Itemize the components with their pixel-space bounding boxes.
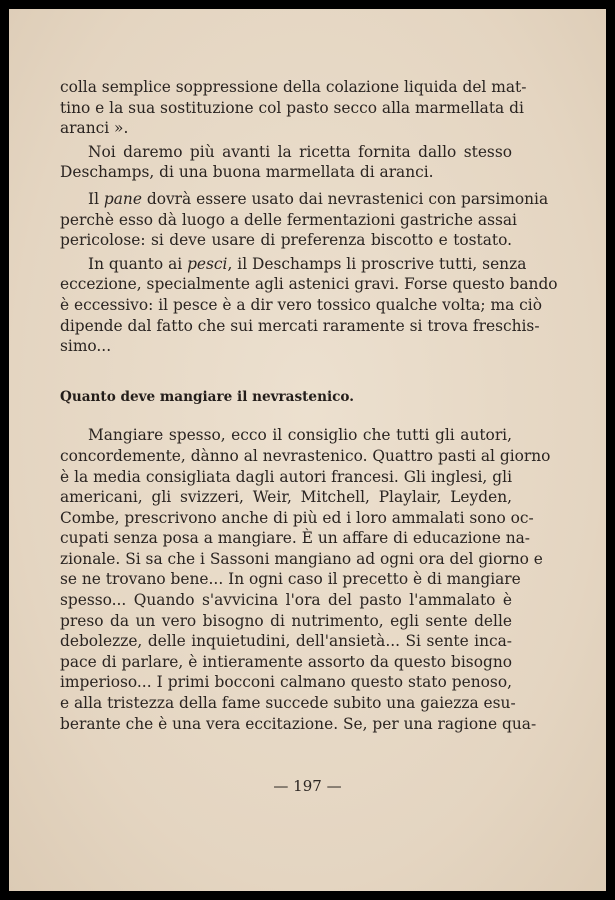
- text-line: perchè esso dà luogo a delle fermentazioni gastriche assai: [60, 210, 517, 229]
- text-line: preso da un vero bisogno di nutrimento, egli sente delle: [60, 611, 512, 630]
- text-line: In quanto ai pesci, il Deschamps li proscrive tutti, senza: [88, 254, 527, 273]
- text-line: tino e la sua sostituzione col pasto secco alla marmellata di: [60, 98, 524, 117]
- text-line: Noi daremo più avanti la ricetta fornita dallo stesso: [88, 142, 512, 161]
- text-line: cupati senza posa a mangiare. È un affare di educazione na-: [60, 529, 531, 548]
- text-line: simo...: [60, 337, 112, 356]
- text-line: berante che è una vera eccitazione. Se, per una ragione qua-: [60, 714, 537, 733]
- book-page: [9, 9, 606, 891]
- text-line: dipende dal fatto che sui mercati raramente si trova freschis-: [60, 316, 540, 335]
- text-line: e alla tristezza della fame succede subito una gaiezza esu-: [60, 694, 516, 713]
- text-line: Combe, prescrivono anche di più ed i loro ammalati sono oc-: [60, 508, 534, 527]
- text-line: colla semplice soppressione della colazione liquida del mat-: [60, 78, 527, 96]
- paragraph-main: [60, 425, 551, 734]
- text-line: zionale. Si sa che i Sassoni mangiano ad ogni ora del giorno e: [60, 549, 543, 568]
- text-line: eccezione, specialmente agli astenici gravi. Forse questo bando: [60, 275, 558, 294]
- paragraph-1: [60, 77, 527, 139]
- page-number: — 197 —: [273, 777, 342, 795]
- text-line: pericolose: si deve usare di preferenza biscotto e tostato.: [60, 231, 512, 250]
- page-text: [60, 77, 558, 734]
- text-line: se ne trovano bene... In ogni caso il precetto è di mangiare: [60, 570, 521, 589]
- section-heading: Quanto deve mangiare il nevrastenico.: [60, 388, 354, 405]
- text-line: è eccessivo: il pesce è a dir vero tossico qualche volta; ma ciò: [60, 295, 542, 314]
- text-line: è la media consigliata dagli autori francesi. Gli inglesi, gli: [60, 467, 512, 486]
- text-line: americani, gli svizzeri, Weir, Mitchell, Playlair, Leyden,: [60, 488, 512, 507]
- paragraph-3: [60, 189, 549, 251]
- paragraph-4: [60, 254, 558, 357]
- text-line: aranci ».: [60, 119, 129, 138]
- text-line: debolezze, delle inquietudini, dell'ansietà... Si sente inca-: [60, 632, 512, 651]
- text-line: Il pane dovrà essere usato dai nevrastenici con parsimonia: [88, 189, 549, 208]
- text-line: spesso... Quando s'avvicina l'ora del pasto l'ammalato è: [60, 591, 512, 610]
- paragraph-2: [60, 142, 512, 183]
- text-line: imperioso... I primi bocconi calmano questo stato penoso,: [60, 673, 512, 692]
- text-line: concordemente, dànno al nevrastenico. Quattro pasti al giorno: [60, 446, 551, 465]
- text-line: pace di parlare, è intieramente assorto da questo bisogno: [60, 652, 512, 671]
- text-line: Deschamps, di una buona marmellata di aranci.: [60, 163, 434, 182]
- text-line: Mangiare spesso, ecco il consiglio che tutti gli autori,: [88, 426, 512, 445]
